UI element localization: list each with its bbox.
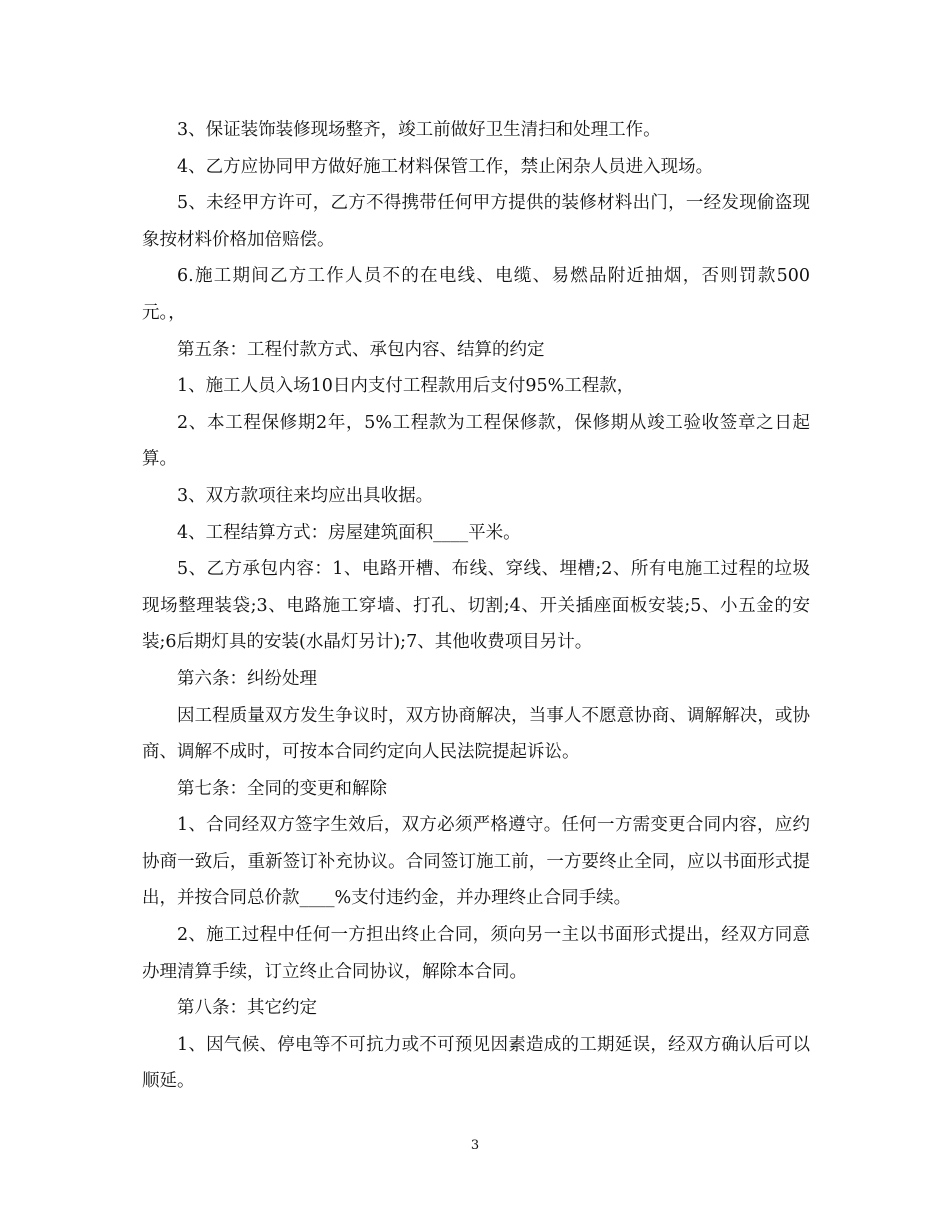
- paragraph-clause-5: 5、未经甲方许可，乙方不得携带任何甲方提供的装修材料出门，一经发现偷盗现象按材料价格加倍赔偿。: [142, 193, 810, 250]
- paragraph-payment-2: 2、本工程保修期2年，5%工程款为工程保修款，保修期从竣工验收签章之日起算。: [142, 412, 810, 470]
- paragraph-clause-3: 3、保证装饰装修现场整齐，竣工前做好卫生清扫和处理工作。: [177, 120, 661, 140]
- section-heading-article-6: 第六条：纠纷处理: [177, 668, 317, 689]
- document-body: [142, 112, 810, 1100]
- page-number: 3: [470, 1138, 480, 1153]
- paragraph-payment-5: 5、乙方承包内容：1、电路开槽、布线、穿线、埋槽;2、所有电施工过程的垃圾现场整理装袋;3、电路施工穿墙、打孔、切割;4、开关插座面板安装;5、小五金的安装;6后期灯具的安装(水晶灯另计);7、其他收费项目另计。: [142, 559, 810, 653]
- paragraph-change-1: 1、合同经双方签字生效后，双方必须严格遵守。任何一方需变更合同内容，应约协商一致后，重新签订补充协议。合同签订施工前，一方要终止全同，应以书面形式提出，并按合同总价款____%支付违约金，并办理终止合同手续。: [142, 815, 810, 909]
- paragraph-clause-6: 6.施工期间乙方工作人员不的在电线、电缆、易燃品附近抽烟，否则罚款500元。，: [142, 266, 810, 323]
- paragraph-payment-3: 3、双方款项往来均应出具收据。: [177, 485, 434, 506]
- paragraph-payment-1: 1、施工人员入场10日内支付工程款用后支付95%工程款，: [177, 376, 635, 397]
- section-heading-article-7: 第七条：全同的变更和解除: [177, 778, 387, 799]
- paragraph-payment-4: 4、工程结算方式：房屋建筑面积____平米。: [177, 522, 521, 543]
- paragraph-clause-4: 4、乙方应协同甲方做好施工材料保管工作，禁止闲杂人员进入现场。: [177, 156, 714, 177]
- paragraph-dispute: 因工程质量双方发生争议时，双方协商解决，当事人不愿意协商、调解解决，或协商、调解不成时，可按本合同约定向人民法院提起诉讼。: [142, 705, 810, 763]
- section-heading-article-5: 第五条：工程付款方式、承包内容、结算的约定: [177, 339, 545, 360]
- section-heading-article-8: 第八条：其它约定: [177, 998, 317, 1019]
- paragraph-other-1: 1、因气候、停电等不可抗力或不可预见因素造成的工期延误，经双方确认后可以顺延。: [142, 1034, 810, 1092]
- paragraph-change-2: 2、施工过程中任何一方担出终止合同，须向另一主以书面形式提出，经双方同意办理清算手续，订立终止合同协议，解除本合同。: [142, 925, 810, 982]
